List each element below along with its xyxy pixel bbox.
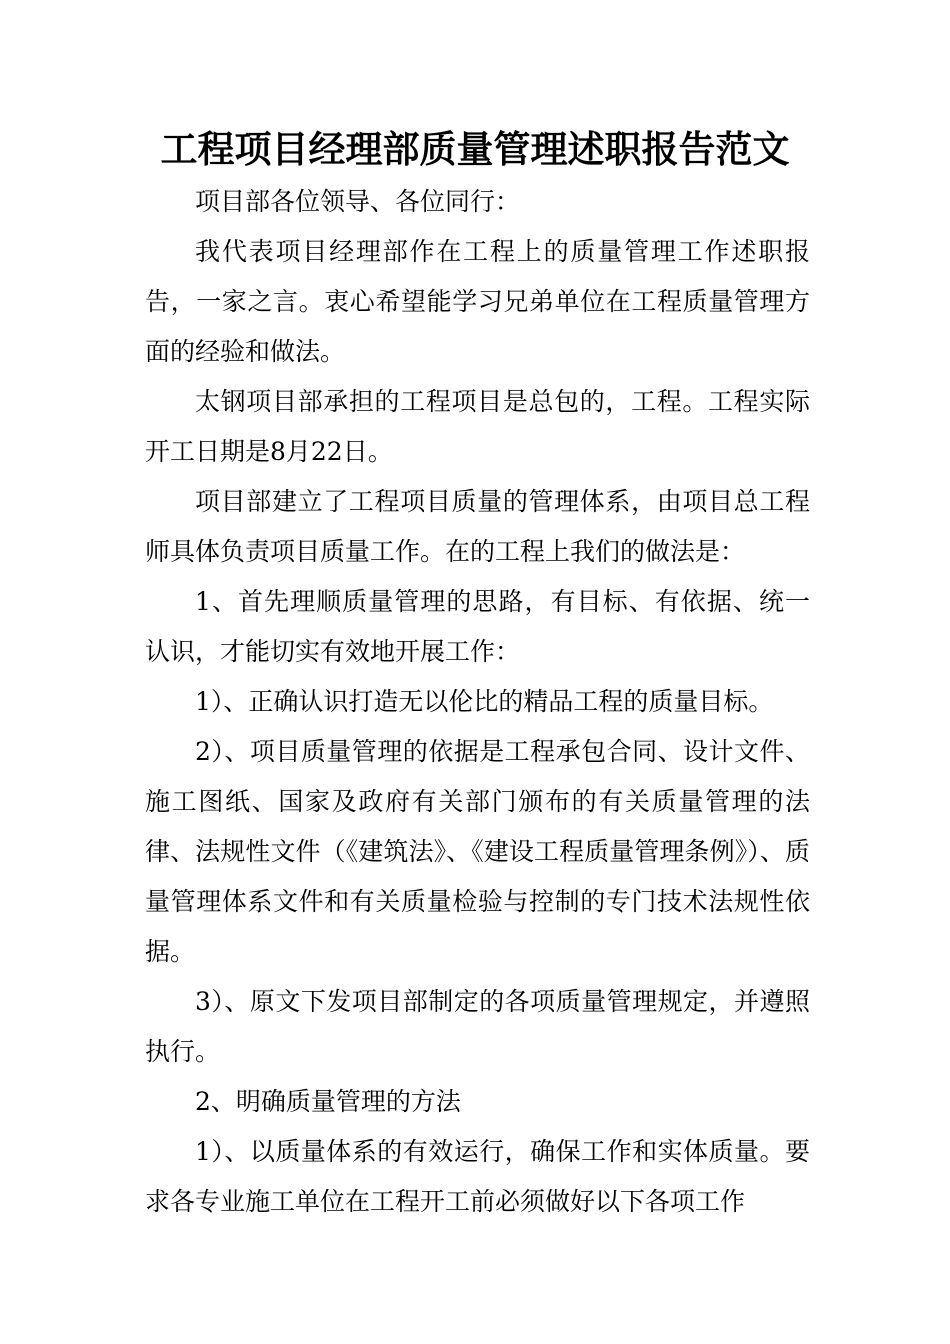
paragraph-salutation: 项目部各位领导、各位同行： (195, 187, 521, 216)
paragraph: 1、首先理顺质量管理的思路，有目标、有依据、统一认识，才能切实有效地开展工作： (145, 587, 810, 666)
paragraph: 3）、原文下发项目部制定的各项质量管理规定，并遵照执行。 (145, 987, 810, 1066)
paragraph: 2、明确质量管理的方法 (195, 1087, 461, 1116)
document-body (145, 177, 810, 1227)
paragraph: 我代表项目经理部作在工程上的质量管理工作述职报告，一家之言。衷心希望能学习兄弟单位在工程质量管理方面的经验和做法。 (145, 237, 810, 366)
paragraph: 1）、正确认识打造无以伦比的精品工程的质量目标。 (195, 687, 774, 716)
paragraph: 太钢项目部承担的工程项目是总包的，工程。工程实际开工日期是8月22日。 (145, 387, 810, 466)
paragraph: 2）、项目质量管理的依据是工程承包合同、设计文件、施工图纸、国家及政府有关部门颁布的有关质量管理的法律、法规性文件（《建筑法》、《建设工程质量管理条例》）、质量管理体系文件和有关质量检验与控制的专门技术法规性依据。 (145, 737, 810, 966)
paragraph: 项目部建立了工程项目质量的管理体系，由项目总工程师具体负责项目质量工作。在的工程上我们的做法是： (145, 487, 810, 566)
paragraph: 1）、以质量体系的有效运行，确保工作和实体质量。要求各专业施工单位在工程开工前必须做好以下各项工作 (145, 1137, 810, 1216)
document-title: 工程项目经理部质量管理述职报告范文 (160, 128, 790, 171)
